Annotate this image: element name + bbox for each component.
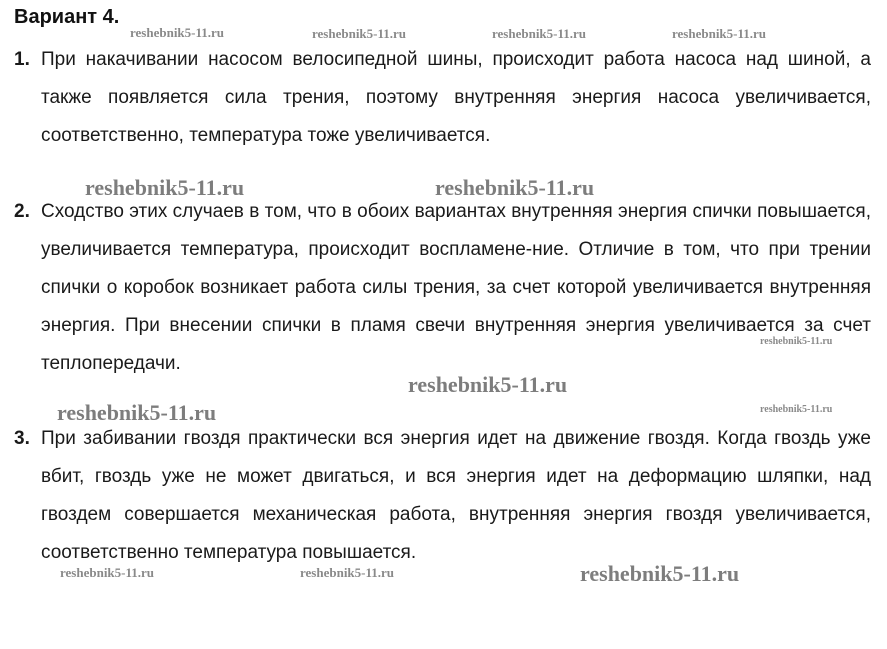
watermark: reshebnik5-11.ru [60,565,155,580]
watermark: reshebnik5-11.ru [435,175,595,200]
watermark: reshebnik5-11.ru [312,26,407,41]
answer-number-2: 2. [14,201,30,222]
watermark: reshebnik5-11.ru [57,400,217,425]
watermark: reshebnik5-11.ru [672,26,767,41]
answer-text-1: При накачивании насосом велосипедной шины, происходит работа насоса над шиной, а также появляется сила трения, поэтому внутренняя энергия насоса увеличивается, соответственно, температура тоже увеличивается. [41,49,871,146]
watermark: reshebnik5-11.ru [130,25,225,40]
watermark: reshebnik5-11.ru [492,26,587,41]
watermark: reshebnik5-11.ru [300,565,395,580]
watermark: reshebnik5-11.ru [408,372,568,397]
answer-text-3: При забивании гвоздя практически вся энергия идет на движение гвоздя. Когда гвоздь уже вбит, гвоздь уже не может двигаться, и вся энергия идет на деформацию шляпки, над гвоздем совершается механическая работа, внутренняя энергия гвоздя увеличивается, соответственно температура повышается. [41,428,871,563]
watermark: reshebnik5-11.ru [760,404,833,415]
answer-number-1: 1. [14,49,30,70]
watermark: reshebnik5-11.ru [580,561,740,586]
watermark: reshebnik5-11.ru [85,175,245,200]
answer-number-3: 3. [14,428,30,449]
document-title: Вариант 4. [14,6,120,28]
answer-text-2: Сходство этих случаев в том, что в обоих вариантах внутренняя энергия спички повышается, увеличивается температура, происходит воспламене-ние. Отличие в том, что при трении спички о коробок возникает работа силы трения, за счет которой увеличивается внутренняя энергия. При внесении спички в пламя свечи внутренняя энергия увеличивается за счет теплопередачи. [41,201,871,374]
watermark: reshebnik5-11.ru [760,336,833,347]
